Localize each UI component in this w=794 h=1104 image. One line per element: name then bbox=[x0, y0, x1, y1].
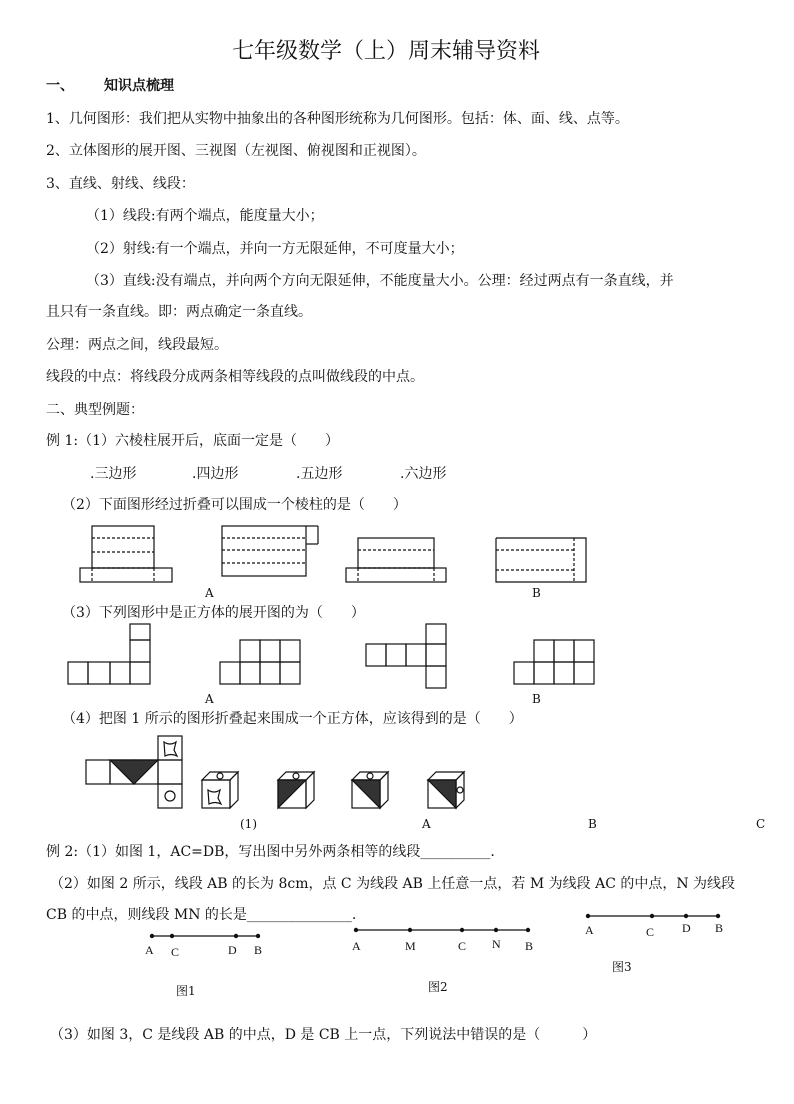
option-d: .六边形 bbox=[400, 466, 447, 482]
point-3-line: （3）直线:没有端点，并向两个方向无限延伸，不能度量大小。公理：经过两点有一条直线，并 bbox=[86, 273, 674, 289]
fig1-point-d: D bbox=[228, 943, 237, 957]
section-1-number: 一、 bbox=[46, 78, 74, 94]
fig1-point-c: C bbox=[171, 945, 180, 959]
fig2-point-b: B bbox=[525, 939, 534, 953]
fig2-point-m: M bbox=[405, 939, 416, 953]
midpoint-definition: 线段的中点：将线段分成两条相等线段的点叫做线段的中点。 bbox=[46, 369, 424, 385]
example-1-q4: （4）把图 1 所示的图形折叠起来围成一个正方体，应该得到的是（ ） bbox=[62, 711, 523, 727]
section-2-title: 二、典型例题： bbox=[46, 402, 144, 418]
q4-label-fig1: (1) bbox=[240, 817, 257, 831]
q4-label-a: A bbox=[422, 817, 431, 831]
q3-label-a: A bbox=[205, 692, 214, 706]
example-2-q3: （3）如图 3，C 是线段 AB 的中点，D 是 CB 上一点，下列说法中错误的是（ ） bbox=[50, 1027, 597, 1043]
fig1-point-b: B bbox=[254, 943, 263, 957]
example-1-q3: （3）下列图形中是正方体的展开图的为（ ） bbox=[62, 605, 365, 621]
axiom: 公理：两点之间，线段最短。 bbox=[46, 337, 228, 353]
point-3-ray: （2）射线:有一个端点，并向一方无限延伸，不可度量大小； bbox=[86, 241, 464, 257]
fig1-caption: 图1 bbox=[176, 984, 196, 998]
prism-nets-figure bbox=[0, 520, 794, 600]
point-3-line-cont: 且只有一条直线。即：两点确定一条直线。 bbox=[46, 304, 312, 320]
fig3-point-c: C bbox=[646, 925, 655, 939]
section-1-title: 知识点梳理 bbox=[104, 78, 174, 94]
option-a: .三边形 bbox=[90, 466, 137, 482]
option-c: .五边形 bbox=[296, 466, 343, 482]
fig2-point-n: N bbox=[492, 937, 501, 951]
fig3-point-d: D bbox=[682, 921, 691, 935]
point-3-segment: （1）线段:有两个端点，能度量大小； bbox=[86, 208, 324, 224]
fig3-point-b: B bbox=[715, 921, 724, 935]
q2-label-b: B bbox=[532, 586, 541, 600]
point-1: 1、几何图形：我们把从实物中抽象出的各种图形统称为几何图形。包括：体、面、线、点等。 bbox=[46, 111, 629, 127]
example-2-q2-cont: CB 的中点，则线段 MN 的长是_______________. bbox=[46, 907, 357, 923]
segment-figures bbox=[0, 900, 794, 1020]
fig2-point-a: A bbox=[352, 939, 361, 953]
folding-cube-figure bbox=[0, 736, 794, 816]
fig3-caption: 图3 bbox=[612, 960, 632, 974]
q2-label-a: A bbox=[205, 586, 214, 600]
q3-label-b: B bbox=[532, 692, 541, 706]
example-2-q1: 例 2:（1）如图 1，AC=DB，写出图中另外两条相等的线段__________. bbox=[46, 844, 495, 860]
option-b: .四边形 bbox=[192, 466, 239, 482]
example-1-q1: 例 1:（1）六棱柱展开后，底面一定是（ ） bbox=[46, 433, 339, 449]
point-3: 3、直线、射线、线段： bbox=[46, 176, 195, 192]
fig3-point-a: A bbox=[585, 923, 594, 937]
q4-label-c: C bbox=[756, 817, 766, 831]
example-1-q2: （2）下面图形经过折叠可以围成一个棱柱的是（ ） bbox=[62, 497, 407, 513]
q4-label-b: B bbox=[588, 817, 597, 831]
example-2-q2: （2）如图 2 所示，线段 AB 的长为 8cm，点 C 为线段 AB 上任意一点，若 M 为线段 AC 的中点，N 为线段 bbox=[50, 876, 736, 892]
fig1-point-a: A bbox=[145, 943, 154, 957]
fig2-caption: 图2 bbox=[428, 980, 448, 994]
fig2-point-c: C bbox=[458, 939, 467, 953]
point-2: 2、立体图形的展开图、三视图（左视图、俯视图和正视图）。 bbox=[46, 143, 426, 159]
page-title: 七年级数学（上）周末辅导资料 bbox=[232, 39, 541, 64]
cube-nets-figure bbox=[0, 624, 794, 694]
